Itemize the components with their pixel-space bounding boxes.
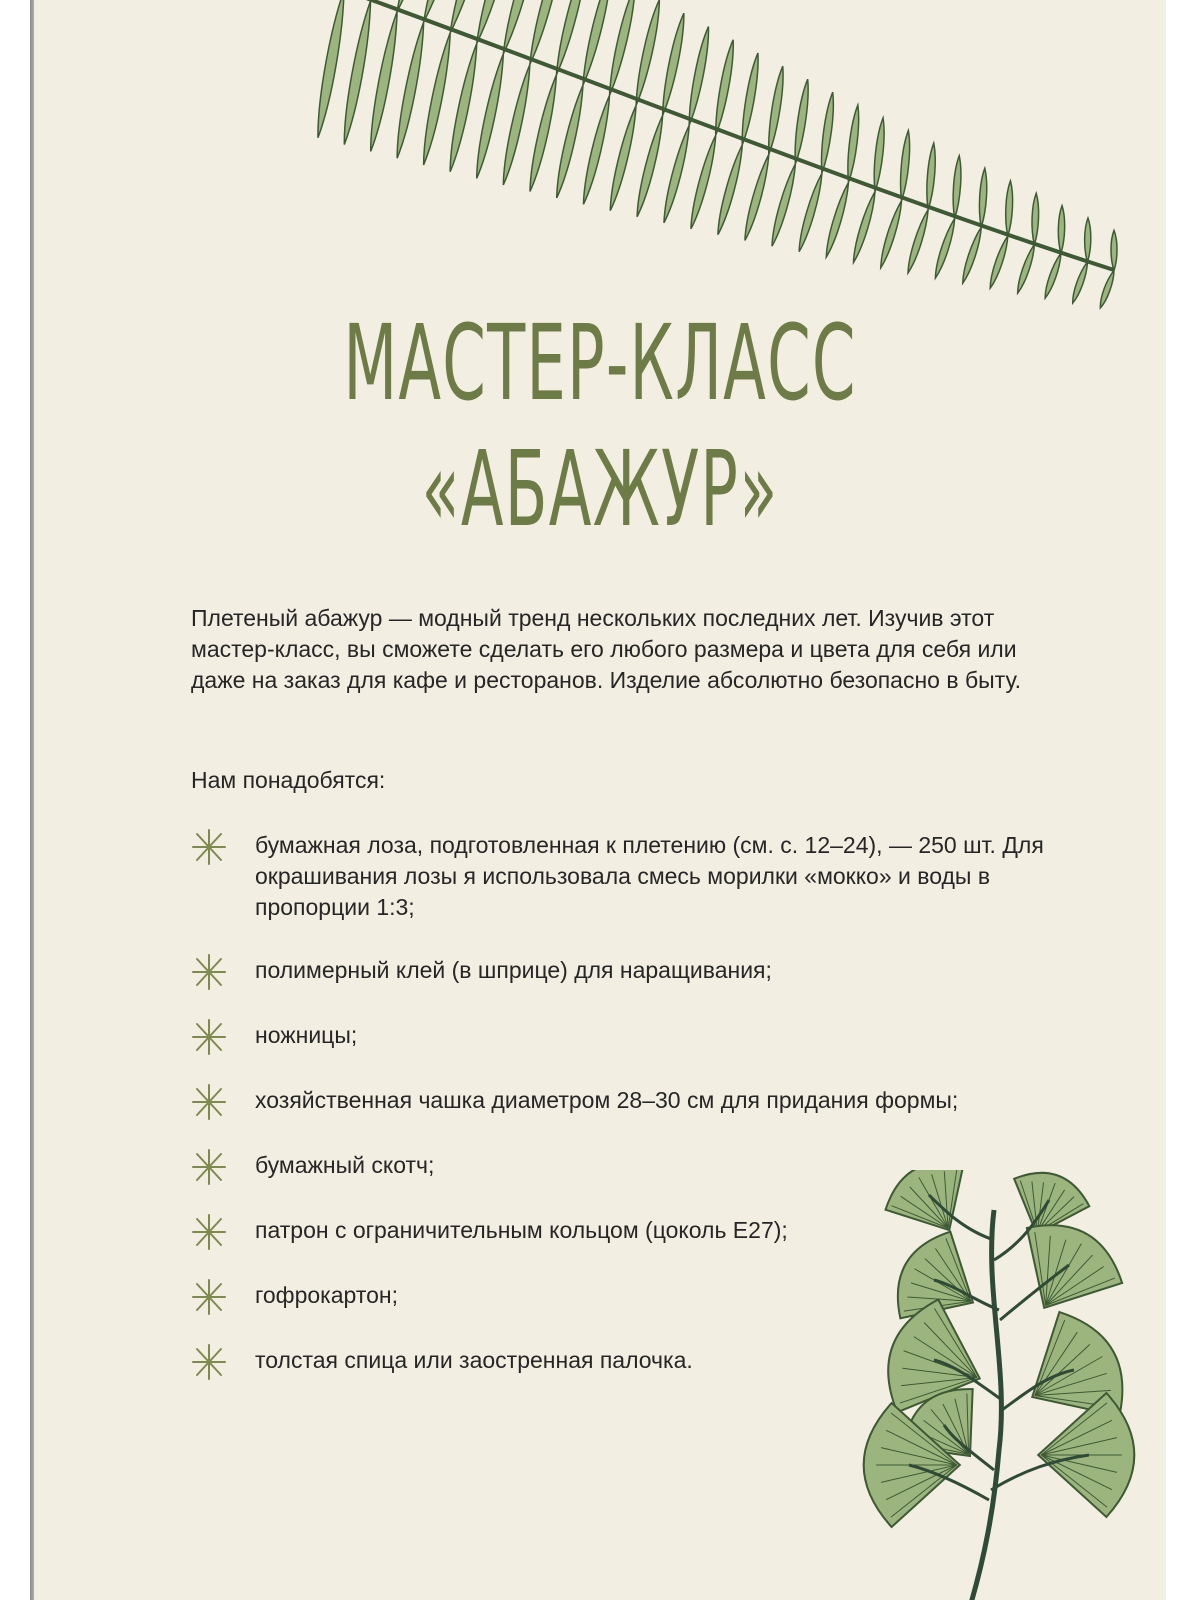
fern-leaflet <box>472 53 508 179</box>
fern-leaflet <box>987 235 1011 289</box>
fern-leaflet <box>1098 269 1117 309</box>
fern-leaflet <box>714 144 746 236</box>
fern-leaflet <box>633 114 667 217</box>
asterisk-star-icon <box>191 953 227 991</box>
fern-leaflet <box>606 104 640 211</box>
fern-leaflet <box>765 66 787 155</box>
fern-leaflet <box>712 39 738 136</box>
fern-leaflet <box>932 217 958 279</box>
fern-leaflet <box>818 92 836 174</box>
asterisk-star-icon <box>191 1083 227 1121</box>
intro-paragraph: Плетеный абажур — модный тренд нескольких последних лет. Изучив этот мастер-класс, вы сможете сделать его любого размера и цвета для себя или даже на заказ для кафе и ресторанов. Изделие абсолютно безопасно в быту. <box>191 605 1022 693</box>
materials-list-item <box>191 830 1044 920</box>
fern-leaflet <box>898 130 912 201</box>
fern-leaflet <box>660 124 693 224</box>
fern-leaflet <box>978 168 988 227</box>
materials-list-item <box>191 1150 1041 1190</box>
fern-leaflet <box>1058 206 1065 254</box>
fern-leaflet <box>392 21 428 159</box>
materials-list-item <box>191 1345 1041 1385</box>
fern-leaflet <box>845 105 862 183</box>
fern-leaflet <box>366 10 402 152</box>
materials-item-text: бумажная лоза, подготовленная к плетению (см. с. 12–24), — 250 шт. Для окрашивания лозы я использовала смесь морилки «мокко» и воды в пропорции 1:3; <box>255 832 1044 920</box>
fern-leaflet <box>552 84 587 199</box>
asterisk-star-icon <box>191 1213 227 1251</box>
fern-leaflet <box>850 190 879 263</box>
fern-leaflet <box>658 12 688 116</box>
fern-leaflet <box>579 0 615 86</box>
fern-leaflet <box>1111 230 1117 270</box>
materials-item-text: толстая спица или заостренная палочка. <box>255 1347 693 1373</box>
fern-leaflet <box>499 63 535 186</box>
page-title <box>260 300 939 552</box>
fern-leaflet <box>823 181 852 258</box>
title-line-2: «АБАЖУР» <box>421 428 779 550</box>
fern-leaflet <box>741 153 773 241</box>
fern-leaflet <box>1084 218 1091 262</box>
fern-leaflet <box>905 208 932 274</box>
fern-leaflet <box>605 0 639 96</box>
fern-leaflet <box>871 117 886 192</box>
fern-leaflet <box>960 226 985 284</box>
materials-list-item <box>191 1020 1041 1060</box>
materials-list-item <box>191 1215 1041 1255</box>
fern-leaflet <box>525 74 560 193</box>
fern-leaflet <box>685 26 713 126</box>
fern-leaflet <box>419 32 455 166</box>
asterisk-star-icon <box>191 1278 227 1316</box>
fern-leaflet <box>768 163 799 247</box>
fern-leaflet <box>445 42 481 172</box>
materials-item-text: патрон с ограничительным кольцом (цоколь E27); <box>255 1217 788 1243</box>
fern-leaflet <box>795 172 825 253</box>
materials-list-item <box>191 1085 1041 1125</box>
fern-leaflet <box>313 0 349 139</box>
asterisk-star-icon <box>191 1343 227 1381</box>
fern-leaflet <box>1070 261 1091 304</box>
materials-item-text: бумажный скотч; <box>255 1152 435 1178</box>
fern-leaflet <box>632 0 664 106</box>
fern-leaf-icon <box>264 0 1164 320</box>
fern-leaflet <box>1015 244 1038 295</box>
fern-leaflet <box>339 0 375 145</box>
materials-list-item <box>191 955 1041 995</box>
asterisk-star-icon <box>191 828 227 866</box>
fern-leaflet <box>925 143 938 210</box>
materials-item-text: полимерный клей (в шприце) для наращивания; <box>255 957 772 983</box>
asterisk-star-icon <box>191 1148 227 1186</box>
title-line-1: МАСТЕР-КЛАСС <box>343 302 857 424</box>
materials-list-item <box>191 1280 1041 1320</box>
fern-leaflet <box>951 156 962 219</box>
page <box>34 0 1166 1600</box>
materials-item-text: хозяйственная чашка диаметром 28–30 см для придания формы; <box>255 1087 959 1113</box>
fern-leaflet <box>1042 252 1064 299</box>
materials-item-text: ножницы; <box>255 1022 358 1048</box>
fern-leaflet <box>791 79 811 165</box>
fern-leaflet <box>579 94 614 205</box>
fern-leaflet <box>1004 181 1013 236</box>
materials-item-text: гофрокартон; <box>255 1282 398 1308</box>
materials-heading: Нам понадобятся: <box>191 767 386 793</box>
fern-leaflet <box>1031 193 1039 245</box>
fern-leaflet <box>877 199 905 268</box>
fern-leaflet <box>687 134 720 230</box>
asterisk-star-icon <box>191 1018 227 1056</box>
fern-leaflet <box>738 52 762 145</box>
